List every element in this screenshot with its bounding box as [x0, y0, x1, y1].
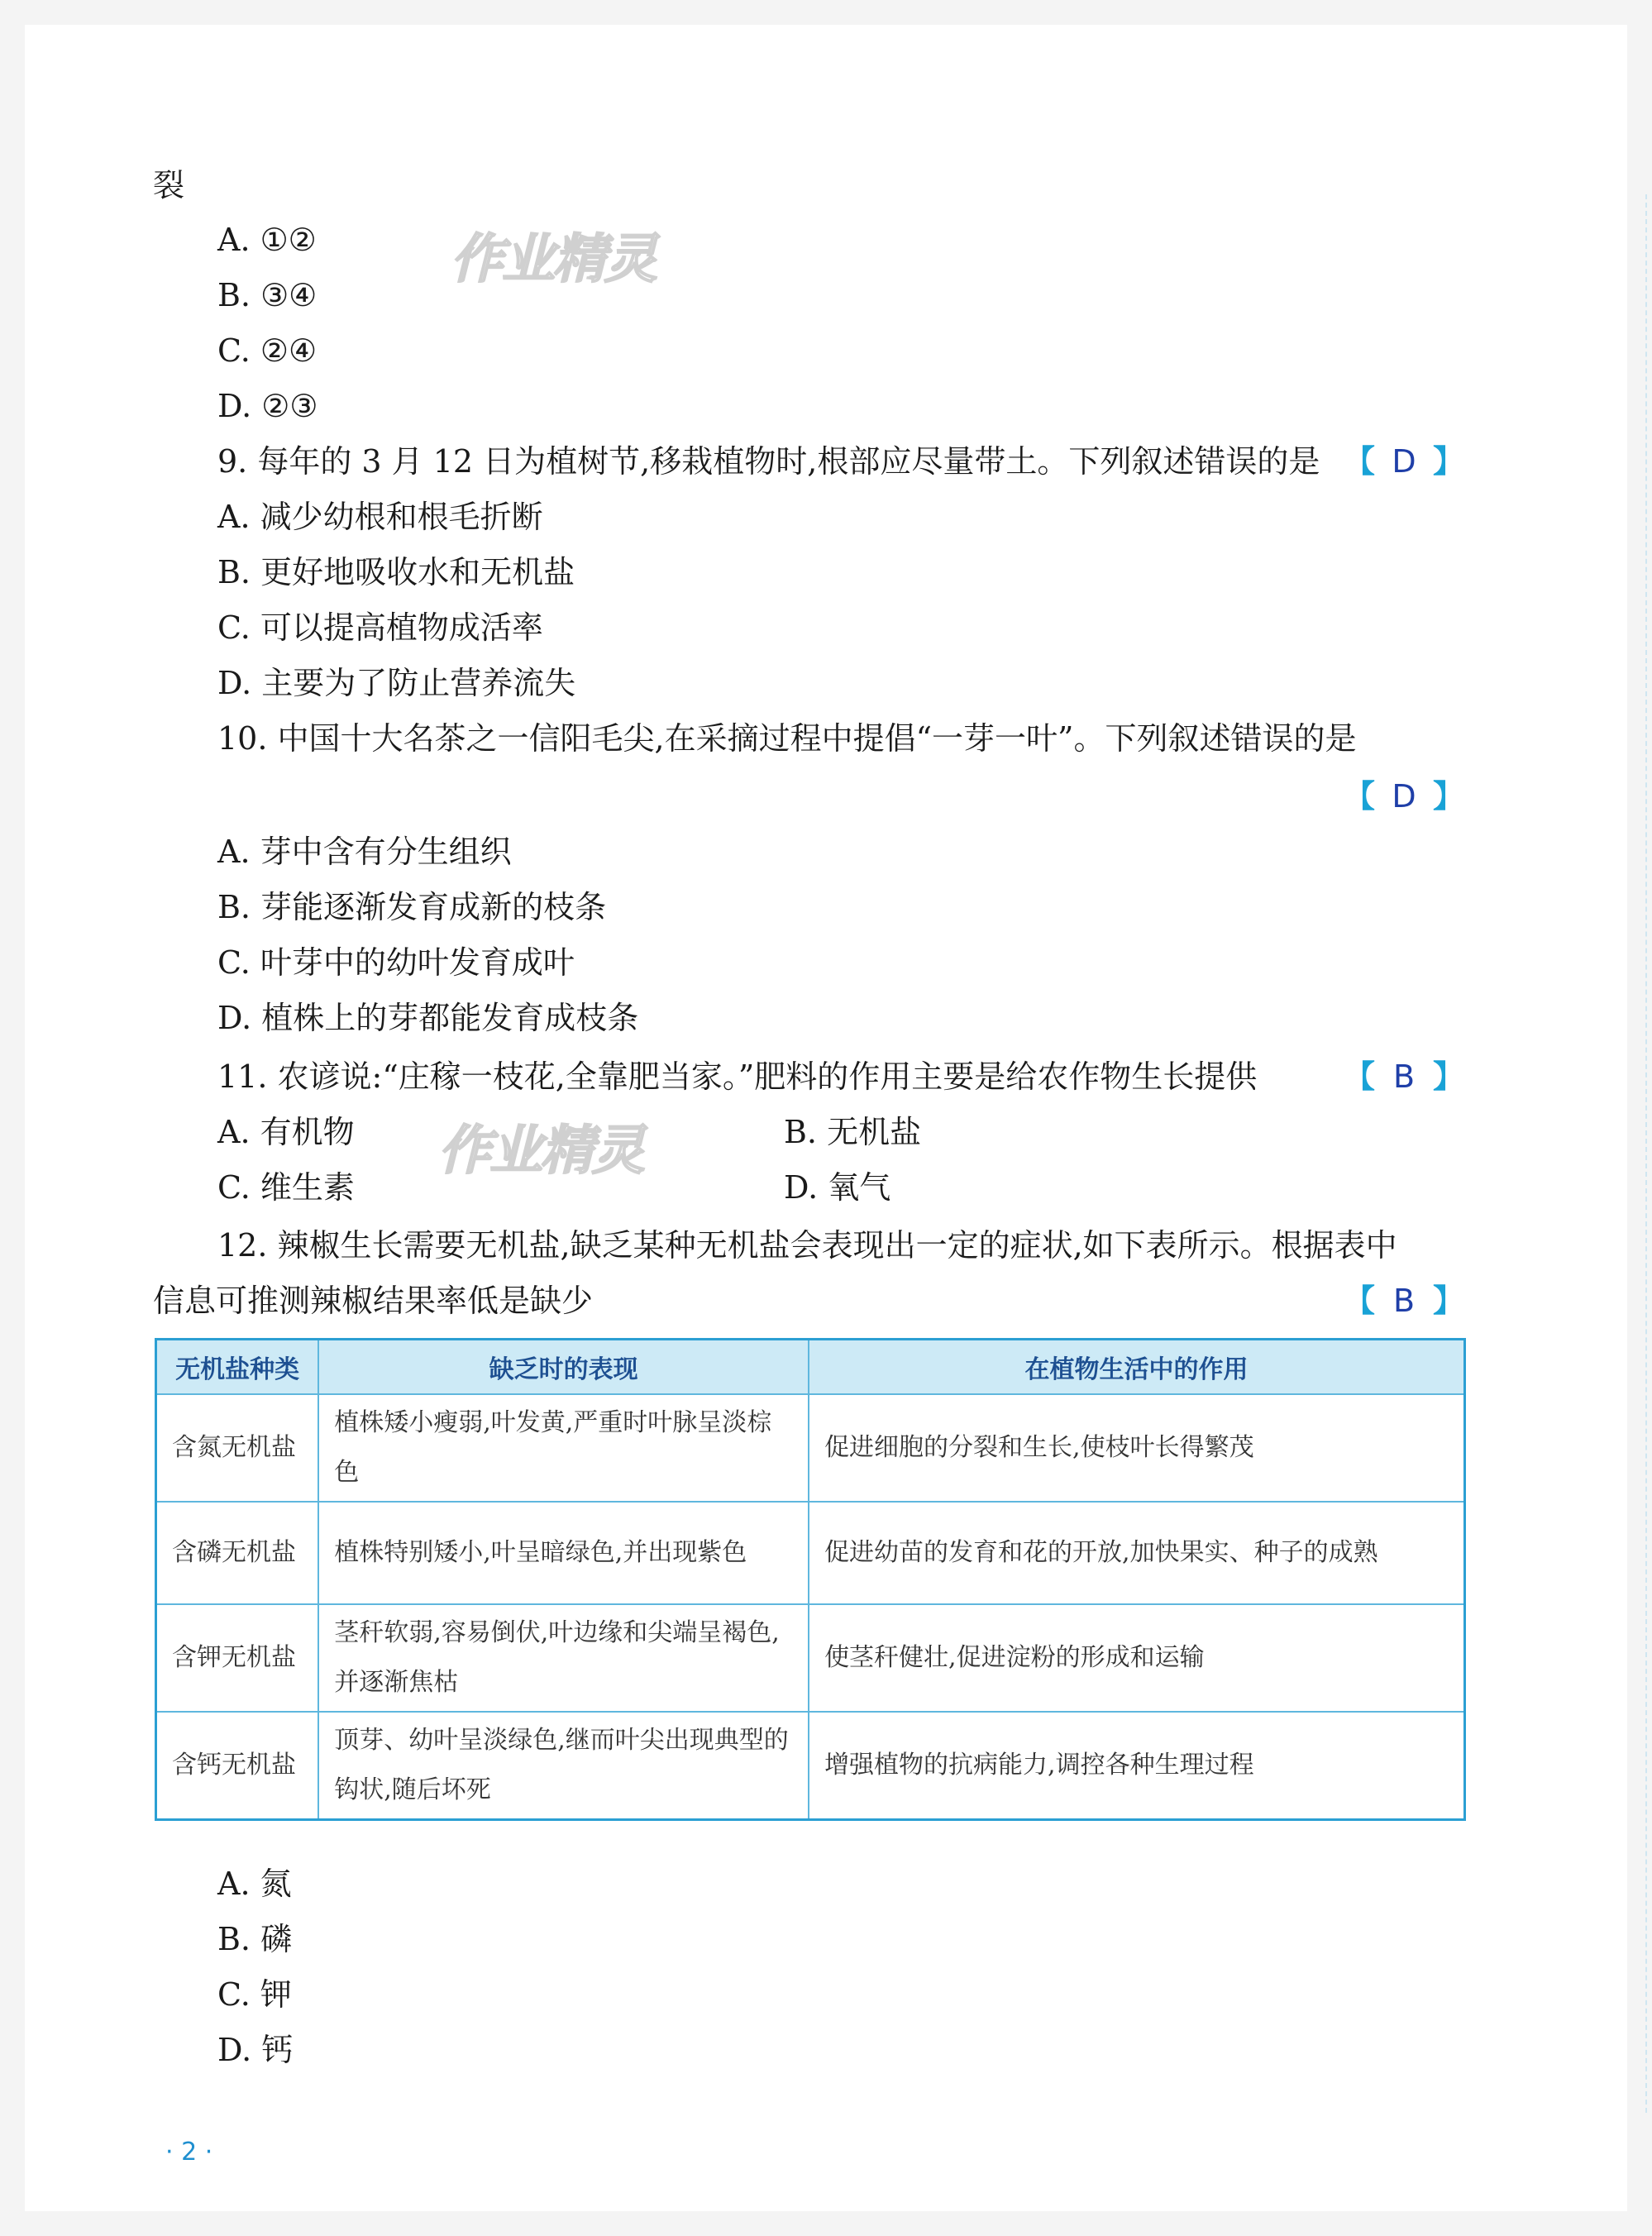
q10-option-c: C. 叶芽中的幼叶发育成叶 [217, 944, 575, 981]
answer-open-bracket: 【 [1344, 1283, 1376, 1319]
q8-option-d: D. ②③ [217, 388, 318, 424]
q12-option-b: B. 磷 [217, 1921, 293, 1957]
table-header-cell: 无机盐种类 [156, 1340, 319, 1395]
q9-answer [1344, 438, 1464, 485]
answer-letter: D [1392, 443, 1416, 480]
q10-option-d: D. 植株上的芽都能发育成枝条 [217, 1000, 639, 1036]
table-row [156, 1394, 1465, 1502]
q11-text: 11. 农谚说:“庄稼一枝花,全靠肥当家。”肥料的作用主要是给农作物生长提供 [217, 1058, 1258, 1095]
q12-option-c: C. 钾 [217, 1976, 292, 2013]
q12-option-a: A. 氮 [217, 1866, 292, 1902]
q11-option-a: A. 有机物 [217, 1114, 355, 1150]
page-number: · 2 · [165, 2138, 213, 2167]
table-header-row [156, 1340, 1465, 1395]
table-cell-type: 含钙无机盐 [156, 1712, 319, 1820]
q8-option-a: A. ①② [217, 222, 317, 258]
watermark: 作业精灵 [438, 1120, 643, 1182]
mineral-salt-table [155, 1338, 1466, 1821]
watermark: 作业精灵 [451, 229, 656, 290]
answer-letter: D [1392, 778, 1416, 815]
table-row [156, 1712, 1465, 1820]
answer-close-bracket: 】 [1433, 778, 1465, 815]
table-cell-type: 含钾无机盐 [156, 1604, 319, 1712]
table-cell-type: 含氮无机盐 [156, 1394, 319, 1502]
q11-answer [1344, 1054, 1464, 1100]
table-cell-function: 促进细胞的分裂和生长,使枝叶长得繁茂 [809, 1394, 1464, 1502]
table-cell-symptom: 植株矮小瘦弱,叶发黄,严重时叶脉呈淡棕色 [318, 1394, 809, 1502]
table-cell-type: 含磷无机盐 [156, 1502, 319, 1604]
q9-option-a: A. 减少幼根和根毛折断 [217, 499, 543, 535]
q10-option-a: A. 芽中含有分生组织 [217, 834, 512, 870]
q12-text-line1: 12. 辣椒生长需要无机盐,缺乏某种无机盐会表现出一定的症状,如下表所示。根据表中 [217, 1227, 1397, 1264]
table-cell-function: 促进幼苗的发育和花的开放,加快果实、种子的成熟 [809, 1502, 1464, 1604]
q9-option-c: C. 可以提高植物成活率 [217, 609, 543, 646]
table-header-cell: 在植物生活中的作用 [809, 1340, 1464, 1395]
q10-option-b: B. 芽能逐渐发育成新的枝条 [217, 889, 607, 925]
q10-text: 10. 中国十大名茶之一信阳毛尖,在采摘过程中提倡“一芽一叶”。下列叙述错误的是 [217, 720, 1357, 757]
answer-letter: B [1392, 1058, 1416, 1095]
table-cell-symptom: 植株特别矮小,叶呈暗绿色,并出现紫色 [318, 1502, 809, 1604]
table-row [156, 1604, 1465, 1712]
q12-answer [1344, 1278, 1464, 1324]
answer-close-bracket: 】 [1433, 1283, 1465, 1319]
q12-text-line2: 信息可推测辣椒结果率低是缺少 [153, 1283, 594, 1319]
table-cell-symptom: 茎秆软弱,容易倒伏,叶边缘和尖端呈褐色,并逐渐焦枯 [318, 1604, 809, 1712]
answer-open-bracket: 【 [1344, 1058, 1376, 1095]
question-fragment: 裂 [153, 167, 185, 203]
q8-option-c: C. ②④ [217, 332, 318, 369]
answer-close-bracket: 】 [1433, 1058, 1465, 1095]
q11-option-b: B. 无机盐 [784, 1114, 922, 1150]
q11-option-d: D. 氧气 [784, 1169, 891, 1206]
q12-option-d: D. 钙 [217, 2032, 294, 2068]
answer-close-bracket: 】 [1433, 443, 1465, 480]
page-edge-decoration [1645, 194, 1649, 2113]
answer-open-bracket: 【 [1344, 443, 1376, 480]
table-row [156, 1502, 1465, 1604]
table-header-cell: 缺乏时的表现 [318, 1340, 809, 1395]
q9-text: 9. 每年的 3 月 12 日为植树节,移栽植物时,根部应尽量带土。下列叙述错误的是 [217, 443, 1320, 480]
answer-open-bracket: 【 [1344, 778, 1376, 815]
q9-option-b: B. 更好地吸收水和无机盐 [217, 554, 575, 590]
table-cell-function: 增强植物的抗病能力,调控各种生理过程 [809, 1712, 1464, 1820]
q9-option-d: D. 主要为了防止营养流失 [217, 665, 576, 701]
q10-answer [1344, 773, 1464, 819]
q8-option-b: B. ③④ [217, 277, 318, 313]
table-cell-function: 使茎秆健壮,促进淀粉的形成和运输 [809, 1604, 1464, 1712]
q11-option-c: C. 维生素 [217, 1169, 355, 1206]
answer-letter: B [1392, 1283, 1416, 1319]
table-cell-symptom: 顶芽、幼叶呈淡绿色,继而叶尖出现典型的钩状,随后坏死 [318, 1712, 809, 1820]
